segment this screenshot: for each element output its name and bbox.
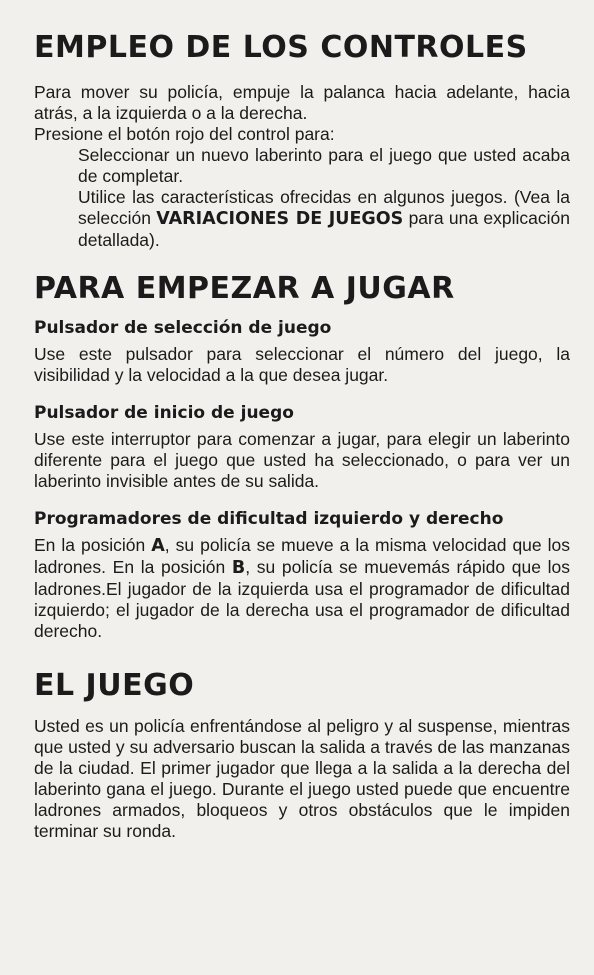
- heading-controls: EMPLEO DE LOS CONTROLES: [34, 30, 528, 65]
- heading-the-game: EL JUEGO: [34, 668, 195, 703]
- difficulty-text-b: , su policía se mueve a la misma velocidad que los ladrones. En la posición: [34, 535, 570, 577]
- position-b-label: B: [231, 558, 246, 578]
- difficulty-text: [34, 535, 570, 642]
- subheading-game-select: Pulsador de selección de juego: [34, 318, 332, 338]
- game-select-text: Use este pulsador para seleccionar el número del juego, la visibilidad y la velocidad a la que desea jugar.: [34, 344, 570, 385]
- subheading-game-reset: Pulsador de inicio de juego: [34, 403, 294, 423]
- difficulty-text-c: , su policía se muevemás rápido que los ladrones.El jugador de la izquierda usa el programador de dificultad izquierdo; el jugador de la derecha usa el programador de dificultad derecho.: [34, 557, 571, 641]
- controls-item-new-maze: Seleccionar un nuevo laberinto para el juego que usted acaba de completar.: [78, 145, 570, 186]
- game-description: Usted es un policía enfrentándose al peligro y al suspense, mientras que usted y su adversario buscan la salida a través de las manzanas de la ciudad. El primer jugador que llega a la salida a la derecha del laberinto gana el juego. Durante el juego usted puede que encuentre ladrones armados, bloqueos y otros obstáculos que le impiden terminar su ronda.: [34, 716, 570, 841]
- position-a-label: A: [151, 536, 165, 556]
- heading-start-game: PARA EMPEZAR A JUGAR: [34, 271, 455, 306]
- controls-para-move: Para mover su policía, empuje la palanca hacia adelante, hacia atrás, a la izquierda o a la derecha.: [34, 82, 570, 123]
- subheading-difficulty: Programadores de dificultad izquierdo y derecho: [34, 509, 504, 529]
- difficulty-text-a: En la posición: [34, 535, 152, 555]
- controls-item-variations-text-b: para una explicación detallada).: [78, 208, 570, 250]
- game-reset-text: Use este interruptor para comenzar a jugar, para elegir un laberinto diferente para el juego que usted ha seleccionado, o para ver un laberinto invisible antes de su salida.: [34, 429, 570, 491]
- controls-item-variations: [34, 187, 570, 251]
- controls-item-variations-text-a: Utilice las características ofrecidas en algunos juegos. (Vea la selección: [78, 187, 570, 228]
- controls-para-button: Presione el botón rojo del control para:: [34, 124, 335, 144]
- game-variations-reference: VARIACIONES DE JUEGOS: [156, 209, 404, 229]
